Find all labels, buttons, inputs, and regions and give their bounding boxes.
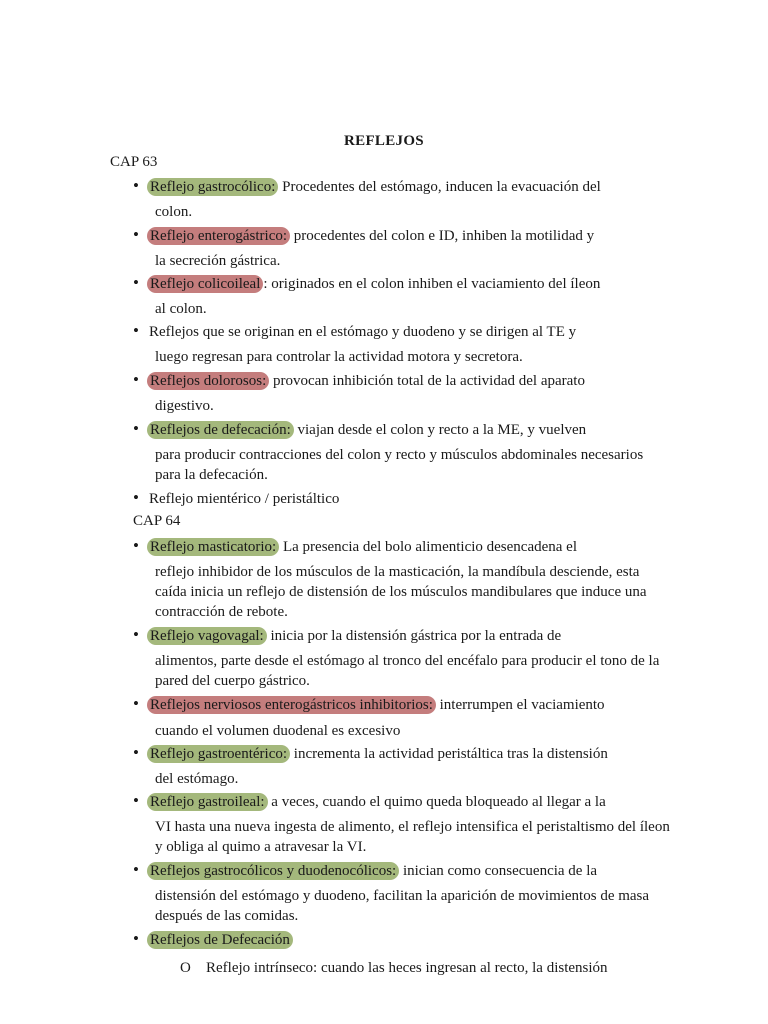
item-continuation: VI hasta una nueva ingesta de alimento, el reflejo intensifica el peristaltismo del íleon y obliga al quimo a atravesar la VI. <box>155 819 670 855</box>
item-continuation: digestivo. <box>155 398 214 414</box>
page-title: REFLEJOS <box>344 133 424 149</box>
item-text: provocan inhibición total de la actividad del aparato <box>269 373 585 389</box>
item-text: inicia por la distensión gástrica por la entrada de <box>266 628 562 644</box>
item-text: a veces, cuando el quimo queda bloqueado al llegar a la <box>267 794 606 810</box>
sub-item-text: Reflejo intrínseco: cuando las heces ingresan al recto, la distensión <box>206 960 608 976</box>
item-continuation: colon. <box>155 204 193 220</box>
item-continuation: la secreción gástrica. <box>155 253 281 269</box>
item-text: viajan desde el colon y recto a la ME, y vuelven <box>293 422 587 438</box>
sub-list-item <box>180 958 608 978</box>
item-text: Reflejo mientérico / peristáltico <box>149 491 340 507</box>
highlighted-term: Reflejos nerviosos enterogástricos inhibitorios: <box>147 696 436 714</box>
bullet-icon: • <box>133 743 139 762</box>
highlighted-term: Reflejo gastroentérico: <box>147 745 290 763</box>
bullet-icon: • <box>133 225 139 244</box>
section-cap-64: CAP 64 <box>133 513 181 529</box>
item-text: interrumpen el vaciamiento <box>435 697 605 713</box>
item-text: inician como consecuencia de la <box>399 863 598 879</box>
circle-bullet-icon: O <box>180 960 191 976</box>
highlighted-term: Reflejo colicoileal <box>147 275 263 293</box>
item-text: Reflejos que se originan en el estómago y duodeno y se dirigen al TE y <box>149 324 577 340</box>
bullet-icon: • <box>133 694 139 713</box>
item-text: procedentes del colon e ID, inhiben la motilidad y <box>290 228 595 244</box>
bullet-icon: • <box>133 929 139 948</box>
highlighted-term: Reflejos dolorosos: <box>147 372 269 390</box>
item-text: : originados en el colon inhiben el vaciamiento del íleon <box>263 276 601 292</box>
bullet-icon: • <box>133 273 139 292</box>
bullet-icon: • <box>133 791 139 810</box>
item-text: incrementa la actividad peristáltica tras la distensión <box>290 746 608 762</box>
bullet-icon: • <box>133 536 139 555</box>
item-text: La presencia del bolo alimenticio desencadena el <box>279 539 577 555</box>
item-text: Procedentes del estómago, inducen la evacuación del <box>278 179 601 195</box>
highlighted-term: Reflejo enterogástrico: <box>147 227 290 245</box>
bullet-icon: • <box>133 176 139 195</box>
item-continuation: distensión del estómago y duodeno, facilitan la aparición de movimientos de masa después de las comidas. <box>155 888 650 924</box>
highlighted-term: Reflejos de Defecación <box>147 931 293 949</box>
highlighted-term: Reflejo masticatorio: <box>147 538 279 556</box>
item-continuation: luego regresan para controlar la actividad motora y secretora. <box>155 349 523 365</box>
highlighted-term: Reflejo vagovagal: <box>147 627 267 645</box>
item-continuation: para producir contracciones del colon y recto y músculos abdominales necesarios para la defecación. <box>155 447 644 483</box>
bullet-icon: • <box>133 625 139 644</box>
highlighted-term: Reflejos gastrocólicos y duodenocólicos: <box>147 862 399 880</box>
highlighted-term: Reflejo gastrocólico: <box>147 178 278 196</box>
bullet-icon: • <box>133 860 139 879</box>
item-continuation: cuando el volumen duodenal es excesivo <box>155 723 401 739</box>
highlighted-term: Reflejos de defecación: <box>147 421 294 439</box>
section-cap-63: CAP 63 <box>110 154 158 170</box>
bullet-icon: • <box>133 488 139 507</box>
item-continuation: al colon. <box>155 301 207 317</box>
bullet-icon: • <box>133 419 139 438</box>
bullet-icon: • <box>133 370 139 389</box>
item-continuation: del estómago. <box>155 771 239 787</box>
item-continuation: alimentos, parte desde el estómago al tronco del encéfalo para producir el tono de la pared del cuerpo gástrico. <box>155 653 660 689</box>
bullet-icon: • <box>133 321 139 340</box>
highlighted-term: Reflejo gastroileal: <box>147 793 268 811</box>
item-continuation: reflejo inhibidor de los músculos de la masticación, la mandíbula desciende, esta caída inicia un reflejo de distensión de los músculos mandibulares que induce una contracción de rebote. <box>155 564 647 620</box>
